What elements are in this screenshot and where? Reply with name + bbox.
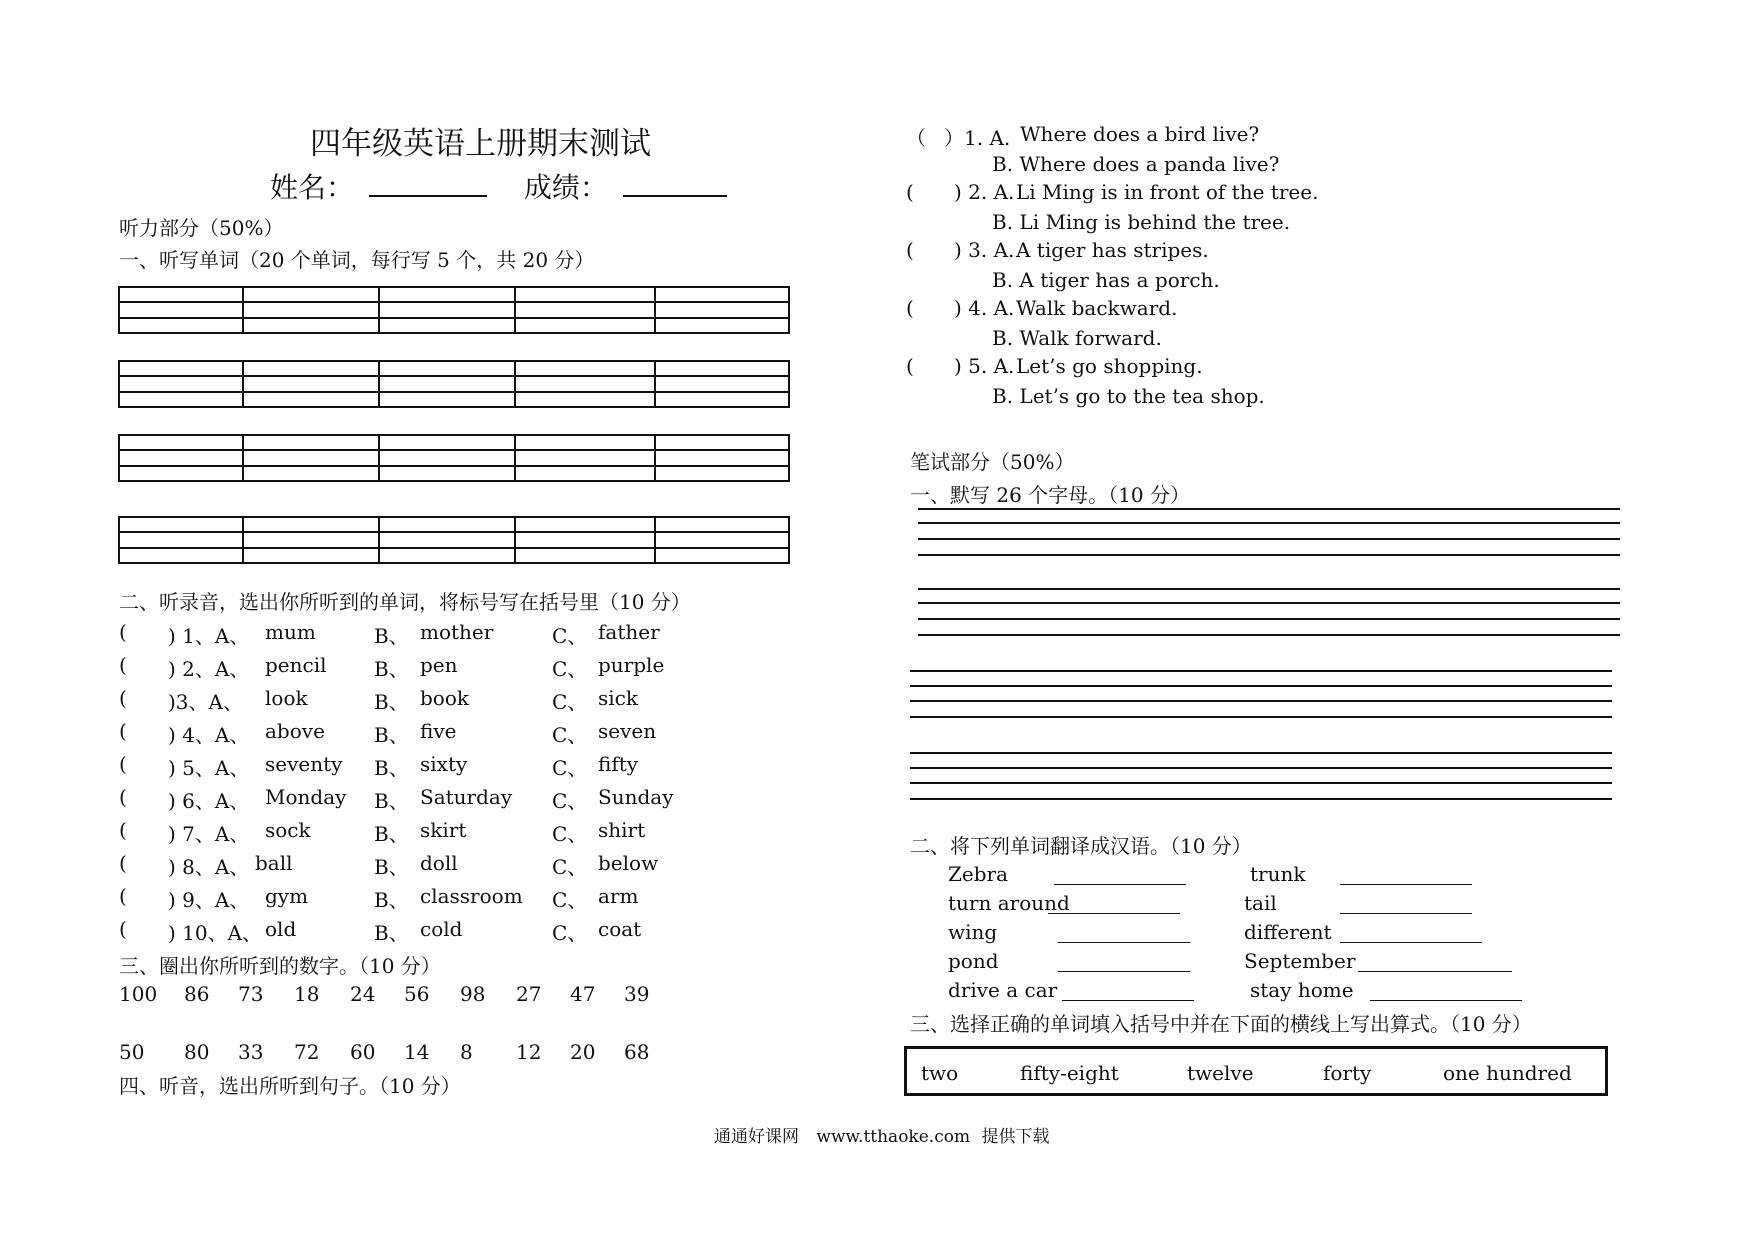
option-b-label: B、 [374, 756, 409, 780]
translate-blank[interactable] [1340, 942, 1482, 943]
number-option[interactable]: 20 [570, 1040, 596, 1064]
option-b: Saturday [420, 785, 513, 809]
option-b-label: B、 [374, 822, 409, 846]
sentence-number: ) 5. A. [954, 354, 1015, 378]
sentence-option-b: B. Li Ming is behind the tree. [992, 210, 1291, 234]
item-number: ) 10、A、 [168, 921, 263, 945]
option-c: father [598, 620, 660, 644]
sentence-option-b: B. Where does a panda live? [992, 152, 1280, 176]
word-box [904, 1046, 1608, 1096]
option-a: ball [255, 851, 293, 875]
translate-blank[interactable] [1054, 884, 1186, 885]
translate-word: drive a car [948, 978, 1058, 1002]
option-b-label: B、 [374, 855, 409, 879]
sentence-number: ) 3. A. [954, 238, 1015, 262]
number-option[interactable]: 47 [570, 982, 596, 1006]
option-c: below [598, 851, 659, 875]
translate-blank[interactable] [1048, 913, 1180, 914]
translate-word: turn around [948, 891, 1070, 915]
option-c-label: C、 [552, 756, 588, 780]
option-c-label: C、 [552, 624, 588, 648]
option-c-label: C、 [552, 657, 588, 681]
item-number: )3、A、 [168, 690, 243, 714]
option-c-label: C、 [552, 855, 588, 879]
option-c-label: C、 [552, 789, 588, 813]
translate-word: stay home [1250, 978, 1354, 1002]
dictation-grid-1[interactable] [118, 286, 790, 334]
number-option[interactable]: 100 [119, 982, 158, 1006]
option-c: seven [598, 719, 657, 743]
option-b-label: B、 [374, 789, 409, 813]
answer-paren[interactable]: ( [906, 180, 914, 204]
translate-word: pond [948, 949, 999, 973]
item-number: ) 6、A、 [168, 789, 250, 813]
w1-heading: 一、默写 26 个字母。（10 分） [910, 483, 1190, 507]
page-title: 四年级英语上册期末测试 [310, 126, 651, 162]
sentence-option-a: Li Ming is in front of the tree. [1016, 180, 1319, 204]
option-a: mum [265, 620, 316, 644]
answer-paren[interactable]: ( [119, 917, 127, 941]
number-option[interactable]: 72 [294, 1040, 320, 1064]
sentence-option-a: A tiger has stripes. [1016, 238, 1209, 262]
option-c: coat [598, 917, 642, 941]
sentence-number: ）1. A. [944, 126, 1011, 150]
listening-heading: 听力部分（50%） [119, 216, 284, 240]
number-option[interactable]: 24 [350, 982, 376, 1006]
score-blank[interactable] [623, 173, 727, 197]
item-number: ) 4、A、 [168, 723, 250, 747]
translate-blank[interactable] [1340, 913, 1472, 914]
name-label: 姓名： [270, 171, 355, 204]
option-a: gym [265, 884, 309, 908]
footer-site: 通通好课网 [714, 1127, 799, 1147]
sentence-number: ) 2. A. [954, 180, 1015, 204]
word-box-item: fifty-eight [1020, 1061, 1119, 1085]
translate-word: September [1244, 949, 1356, 973]
dictation-grid-2[interactable] [118, 360, 790, 408]
answer-paren[interactable]: ( [119, 719, 127, 743]
word-box-item: one hundred [1443, 1061, 1572, 1085]
translate-word: wing [948, 920, 998, 944]
part1-heading: 一、听写单词（20 个单词，每行写 5 个，共 20 分） [119, 248, 595, 272]
answer-paren[interactable]: （ [906, 126, 926, 150]
item-number: ) 5、A、 [168, 756, 250, 780]
word-box-item: two [921, 1061, 959, 1085]
score-label: 成绩： [523, 171, 608, 204]
option-a: look [265, 686, 308, 710]
option-b: cold [420, 917, 463, 941]
translate-blank[interactable] [1058, 971, 1190, 972]
option-a: pencil [265, 653, 327, 677]
item-number: ) 8、A、 [168, 855, 250, 879]
translate-word: trunk [1250, 862, 1306, 886]
sentence-option-a: Let’s go shopping. [1016, 354, 1203, 378]
answer-paren[interactable]: ( [119, 620, 127, 644]
number-option[interactable]: 60 [350, 1040, 376, 1064]
translate-word: tail [1244, 891, 1277, 915]
answer-paren[interactable]: ( [119, 785, 127, 809]
number-option[interactable]: 14 [404, 1040, 430, 1064]
option-b: skirt [420, 818, 467, 842]
option-b: doll [420, 851, 458, 875]
translate-blank[interactable] [1058, 942, 1190, 943]
answer-paren[interactable]: ( [119, 752, 127, 776]
option-b-label: B、 [374, 888, 409, 912]
answer-paren[interactable]: ( [119, 884, 127, 908]
name-blank[interactable] [369, 173, 487, 197]
word-box-item: forty [1323, 1061, 1372, 1085]
translate-blank[interactable] [1062, 1000, 1194, 1001]
number-option[interactable]: 39 [624, 982, 650, 1006]
footer-url[interactable]: www.tthaoke.com [816, 1127, 971, 1147]
option-a: seventy [265, 752, 343, 776]
number-option[interactable]: 33 [238, 1040, 264, 1064]
number-option[interactable]: 73 [238, 982, 264, 1006]
option-b-label: B、 [374, 624, 409, 648]
option-c: Sunday [598, 785, 674, 809]
number-option[interactable]: 98 [460, 982, 486, 1006]
number-option[interactable]: 8 [460, 1040, 473, 1064]
number-option[interactable]: 50 [119, 1040, 145, 1064]
answer-paren[interactable]: ( [906, 238, 914, 262]
answer-paren[interactable]: ( [119, 818, 127, 842]
number-option[interactable]: 27 [516, 982, 542, 1006]
sentence-option-a: Where does a bird live? [1020, 122, 1260, 146]
answer-paren[interactable]: ( [119, 686, 127, 710]
option-b-label: B、 [374, 723, 409, 747]
translate-blank[interactable] [1358, 971, 1512, 972]
option-b: classroom [420, 884, 523, 908]
sentence-option-b: B. Walk forward. [992, 326, 1162, 350]
translate-word: different [1244, 920, 1332, 944]
option-b-label: B、 [374, 921, 409, 945]
answer-paren[interactable]: ( [906, 354, 914, 378]
option-c-label: C、 [552, 921, 588, 945]
option-a: sock [265, 818, 311, 842]
name-score-line [270, 166, 727, 206]
option-c: sick [598, 686, 638, 710]
option-b-label: B、 [374, 690, 409, 714]
number-option[interactable]: 18 [294, 982, 320, 1006]
dictation-grid-3[interactable] [118, 434, 790, 482]
option-b: pen [420, 653, 458, 677]
item-number: ) 2、A、 [168, 657, 250, 681]
number-option[interactable]: 56 [404, 982, 430, 1006]
option-c: shirt [598, 818, 646, 842]
option-c: purple [598, 653, 665, 677]
dictation-grid-4[interactable] [118, 516, 790, 564]
number-option[interactable]: 86 [184, 982, 210, 1006]
item-number: ) 9、A、 [168, 888, 250, 912]
written-heading: 笔试部分（50%） [910, 450, 1075, 474]
w2-heading: 二、将下列单词翻译成汉语。（10 分） [910, 834, 1252, 858]
item-number: ) 1、A、 [168, 624, 250, 648]
part4-heading: 四、听音，选出所听到句子。（10 分） [119, 1074, 461, 1098]
sentence-number: ) 4. A. [954, 296, 1015, 320]
option-c-label: C、 [552, 723, 588, 747]
option-c-label: C、 [552, 822, 588, 846]
option-c: arm [598, 884, 639, 908]
part3-heading: 三、圈出你所听到的数字。（10 分） [119, 954, 441, 978]
option-b: book [420, 686, 470, 710]
number-option[interactable]: 68 [624, 1040, 650, 1064]
option-b: sixty [420, 752, 468, 776]
footer [714, 1122, 1049, 1147]
part2-heading: 二、听录音，选出你所听到的单词，将标号写在括号里（10 分） [119, 590, 691, 614]
option-b: five [420, 719, 457, 743]
option-b: mother [420, 620, 494, 644]
option-a: old [265, 917, 297, 941]
option-c-label: C、 [552, 888, 588, 912]
sentence-option-a: Walk backward. [1016, 296, 1178, 320]
answer-paren[interactable]: ( [906, 296, 914, 320]
option-b-label: B、 [374, 657, 409, 681]
footer-note: 提供下载 [981, 1127, 1050, 1147]
option-c: fifty [598, 752, 639, 776]
translate-word: Zebra [948, 862, 1009, 886]
translate-blank[interactable] [1370, 1000, 1522, 1001]
sentence-option-b: B. Let’s go to the tea shop. [992, 384, 1265, 408]
item-number: ) 7、A、 [168, 822, 250, 846]
w3-heading: 三、选择正确的单词填入括号中并在下面的横线上写出算式。（10 分） [910, 1012, 1532, 1036]
sentence-option-b: B. A tiger has a porch. [992, 268, 1220, 292]
number-option[interactable]: 80 [184, 1040, 210, 1064]
option-c-label: C、 [552, 690, 588, 714]
option-a: Monday [265, 785, 347, 809]
translate-blank[interactable] [1340, 884, 1472, 885]
answer-paren[interactable]: ( [119, 851, 127, 875]
answer-paren[interactable]: ( [119, 653, 127, 677]
word-box-item: twelve [1187, 1061, 1254, 1085]
number-option[interactable]: 12 [516, 1040, 542, 1064]
option-a: above [265, 719, 325, 743]
